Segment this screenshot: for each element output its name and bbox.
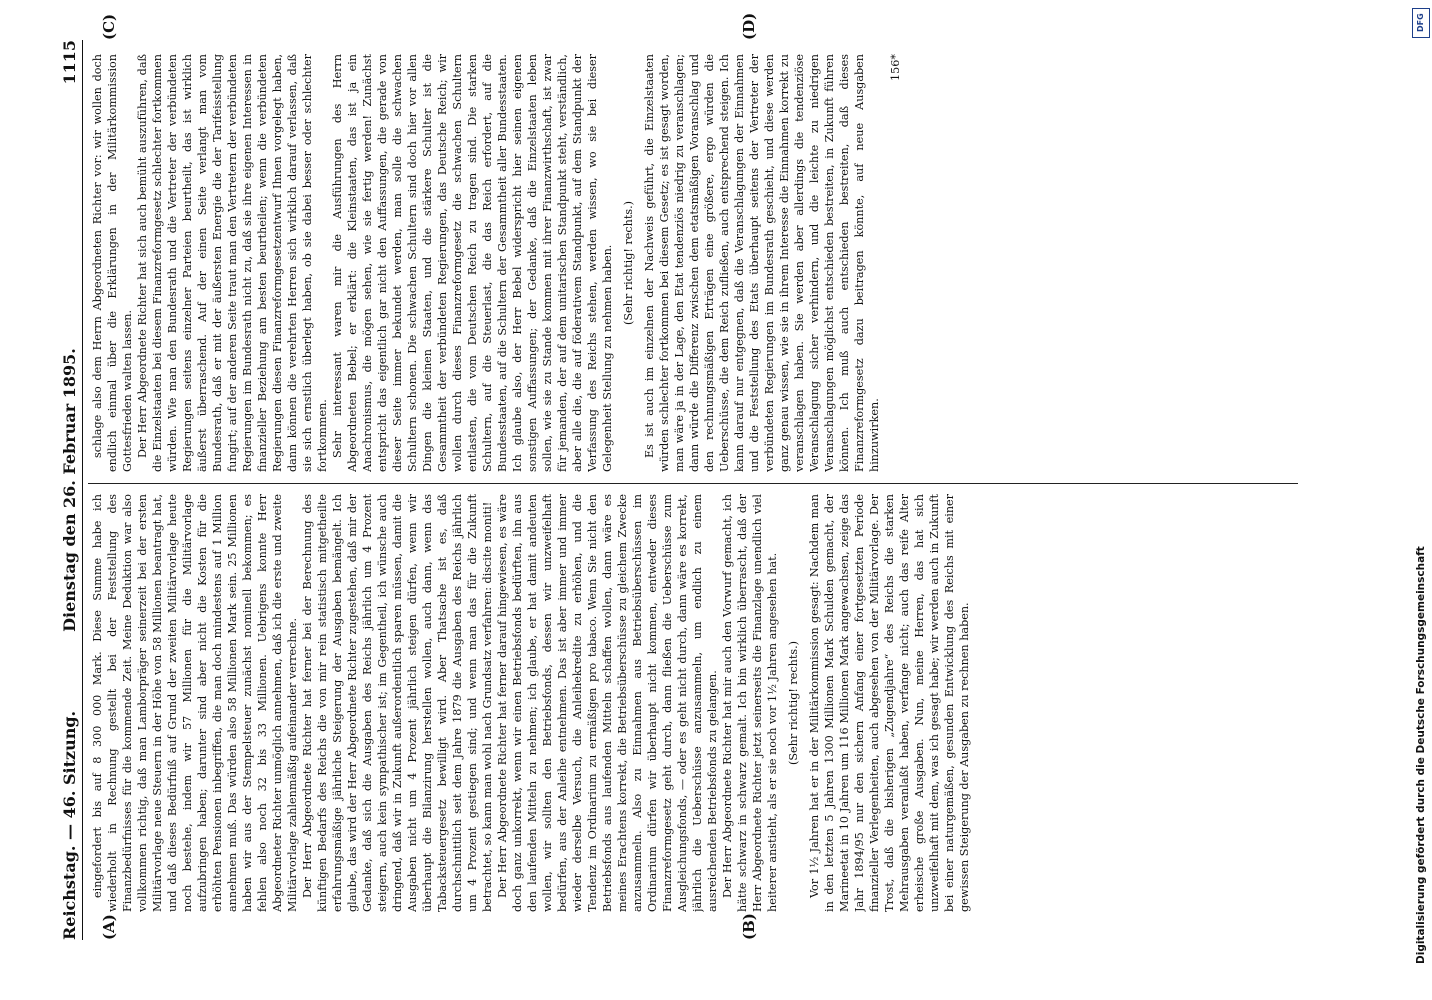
left-column: [90, 494, 1290, 912]
paragraph: Der Herr Abgeordnete Richter hat ferner darauf hingewiesen, es wäre doch ganz unkorrekt, wenn wir einen Betriebsfonds bedürften, ihn aus den laufenden Mitteln zu nehmen; ich glaube, er hat damit andeuten wollen, wir sollten den Betriebsfonds, dessen wir unzweifelhaft bedürfen, aus der Anleihe entnehmen. Das ist aber immer und immer wieder derselbe Versuch, die Anleihekredite zu erhöhen, und die Tendenz im Ordinarium zu ermäßigen pro tabaco. Wenn Sie nicht den Betriebsfonds aus laufenden Mitteln schaffen wollen, dann wäre es meines Erachtens korrekt, die Betriebsüberschüsse zu gleichem Zwecke anzusammeln. Also zu Einnahmen aus Betriebsüberschüssen im Ordinarium dürfen wir überhaupt nicht kommen, entweder dieses Finanzreformgesetz geht durch, dann fließen die Ueberschüsse zum Ausgleichungsfonds, — oder es geht nicht durch, dann wäre es korrekt, jährlich die Ueberschüsse anzusammeln, um endlich zu einem ausreichenden Betriebsfonds zu gelangen.: [496, 494, 719, 912]
dfg-logo: DFG: [1412, 8, 1430, 38]
paragraph: Der Herr Abgeordnete Richter hat mir auch den Vorwurf gemacht, ich hätte schwarz in schwarz gemalt. Ich bin wirklich überrascht, daß der Herr Abgeordnete Richter jetzt seinerseits die Finanzlage unendlich viel heiterer anstieht, als er sie noch vor 1½ Jahren angesehen hat.: [721, 494, 779, 912]
paragraph: Es ist auch im einzelnen der Nachweis geführt, die Einzelstaaten würden schlechter fortkommen bei diesem Gesetz; es ist gesagt worden, man wäre ja in der Lage, den Etat tendenziös niedrig zu veranschlagen; dann würde die Differenz zwischen dem etatsmäßigen Voranschlag und den rechnungsmäßigen Erträgen eine größere, ergo würden die Ueberschüsse, die dem Reich zufließen, auch entsprechend steigen. Ich kann darauf nur entgegnen, daß die Veranschlagungen der Einnahmen und die Feststellung des Etats überhaupt seitens der Vertreter der verbündeten Regierungen im Bundesrath geschieht, und diese werden ganz genau wissen, wie sie in ihrem Interesse die Einnahmen korrekt zu veranschlagen haben. Sie werden aber allerdings die tendenziöse Veranschlagung sicher verhindern, und die leichte zu niedrigen Veranschlagungen möglichst entschieden bestreiten, in Zukunft führen können. Ich muß auch entschieden bestreiten, daß dieses Finanzreformgesetz dazu beitragen könnte, auf neue Ausgaben hinzuwirken.: [643, 54, 881, 472]
credit-text: Digitalisierung gefördert durch die Deutsche Forschungsgemeinschaft: [1415, 546, 1427, 964]
signature-mark: 156*: [889, 54, 902, 81]
interjection: (Sehr richtig! rechts.): [622, 200, 635, 326]
header-left: Reichstag. — 46. Sitzung.: [60, 710, 79, 940]
margin-mark-d: (D): [740, 12, 758, 40]
margin-mark-c: (C): [100, 13, 118, 40]
right-column: [90, 54, 1290, 472]
margin-mark-a: (A): [100, 914, 118, 940]
interjection: (Sehr richtig! rechts.): [787, 640, 800, 766]
column-divider: [88, 483, 1298, 484]
page-number: 1115: [60, 40, 79, 85]
paragraph: eingefordert bis auf 8 300 000 Mark. Diese Summe habe ich wiederholt in Rechnung gestellt bei der Feststellung des Finanzbedürfnisses für die kommende Zeit. Meine Deduktion war also vollkommen richtig, daß man Lamborpräger seinerzeit bei der ersten Militärvorlage neue Steuern in der Höhe von 58 Millionen beantragt hat, und daß dieses Bedürfniß auf Grund der zweiten Militärvorlage heute noch bestehe, indem wir 57 Millionen für die Militärvorlage aufzubringen haben; darunter sind aber nicht die Kosten für die erhöhten Pensionen inbegriffen, die man doch mindestens auf 1 Million annehmen muß. Das würden also 58 Millionen Mark sein. 25 Millionen haben wir aus der Stempelsteuer zunächst nominell bekommen; es fehlen also noch 32 bis 33 Millionen. Uebrigens konnte Herr Abgeordneter Richter unmöglich annehmen, daß ich die erste und zweite Militärvorlage zahlenmäßig aufeinander verrechne.: [91, 494, 299, 912]
header-center: Dienstag den 26. Februar 1895.: [60, 348, 79, 632]
paragraph: Vor 1½ Jahren hat er in der Militärkommission gesagt: Nachdem man in den letzten 5 Jahren 1300 Millionen Mark Schulden gemacht, der Marineetat in 10 Jahren um 116 Millionen Mark angewachsen, zeige das Jahr 1894/95 nur den sichern Anfang einer fortgesetzten Periode finanzieller Verlegenheiten, auch abgesehen von der Militärvorlage. Der Trost, daß die bisherigen „Zugendjahre“ des Reichs die starken Mehrausgaben veranlaßt haben, verfange nicht; auch das reife Alter erheische große Ausgaben. Nun, meine Herren, das hat sich unzweifelhaft mit dem, was ich gesagt habe; wir werden auch in Zukunft bei einer naturgemäßen, gesunden Entwicklung des Reichs mit einer gewissen Steigerung der Ausgaben zu rechnen haben.: [808, 494, 971, 912]
paragraph: schlage also dem Herrn Abgeordneten Richter vor: wir wollen doch endlich einmal über die Erklärungen in der Militärkommission Gottesfrieden walten lassen.: [91, 54, 134, 472]
digitization-credit: [1412, 0, 1430, 1000]
paragraph: Der Herr Abgeordnete Richter hat sich auch bemüht auszuführen, daß die Einzelstaaten bei diesem Finanzreformgesetz schlechter fortkommen würden. Wie man den Bundesrath und die Vertreter der verbündeten Regierungen seitens einzelner Parteien beurtheilt, das ist wirklich äußerst überraschend. Auf der einen Seite verlangt man vom Bundesrath, daß er mit der äußersten Energie die der Tarifeisstellung fungirt; auf der anderen Seite traut man den Vertretern der verbündeten Regierungen im Bundesrath nicht zu, daß sie ihre eigenen Interessen in finanzieller Beziehung am besten beurtheilen; wenn die verbündeten Regierungen diesen Finanzreformgesetzentwurf Ihnen vorgelegt haben, dann können die verehrten Herren sich wirklich darauf verlassen, daß sie sich ernstlich überlegt haben, ob sie dabei besser oder schlechter fortkommen.: [136, 54, 329, 472]
margin-mark-b: (B): [740, 913, 758, 940]
paragraph: Der Herr Abgeordnete Richter hat ferner bei der Berechnung des künftigen Bedarfs des Reichs die von mir rein statistisch mitgetheilte erfahrungsmäßige jährliche Steigerung der Ausgaben bemängelt. Ich glaube, das wird der Herr Abgeordnete Richter zugestehen, daß mir der Gedanke, daß sich die Ausgaben des Reichs jährlich um 4 Prozent steigern, auch kein sympathischer ist; im Gegentheil, ich wünsche auch dringend, daß wir in Zukunft außerordentlich sparen müssen, damit die Ausgaben nicht um 4 Prozent jährlich steigen dürfen, wenn wir überhaupt die Bilanzirung herstellen wollen, auch dann, wenn das Tabacksteuergesetz bewilligt wird. Aber Thatsache ist es, daß durchschnittlich seit dem Jahre 1879 die Ausgaben des Reichs jährlich um 4 Prozent gestiegen sind; und wenn man das für die Zukunft betrachtet, so kann man wohl nach Grundsatz verfahren: discite moniti!: [301, 494, 494, 912]
running-header: [60, 40, 83, 940]
paragraph: Sehr interessant waren mir die Ausführungen des Herrn Abgeordneten Bebel; er erklärt: die Kleinstaaten, das ist ja ein Anachronismus, die mögen sehen, wie sie fertig werden! Zunächst entspricht das eigentlich gar nicht den Auffassungen, die gerade von dieser Seite immer bekundet werden, man solle die schwachen Schultern schonen. Die schwachen Schultern sind doch hier vor allen Dingen die kleinen Staaten, und die stärkere Schulter ist die Gesammtheit der verbündeten Regierungen, das Deutsche Reich; wir wollen durch dieses Finanzreformgesetz die schwachen Schultern entlasten, die vom Deutschen Reich zu tragen sind. Die starken Schultern, auf die Steuerlast, die das Reich erfordert, auf die Bundesstaaten, auf die Schultern der Gesammtheit aller Bundesstaaten. Ich glaube also, der Herr Bebel widerspricht hier seinen eigenen sonstigen Auffassungen; der Gedanke, daß die Einzelstaaten leben sollen, wie sie zu Stande kommen mit ihrer Finanzwirthschaft, ist zwar für jemanden, der auf dem unitarischen Standpunkt steht, verständlich, aber alle die, die auf föderativem Standpunkt, auf dem Standpunkt der Verfassung des Reichs stehen, werden wissen, wo sie bei dieser Gelegenheit Stellung zu nehmen haben.: [331, 54, 614, 472]
